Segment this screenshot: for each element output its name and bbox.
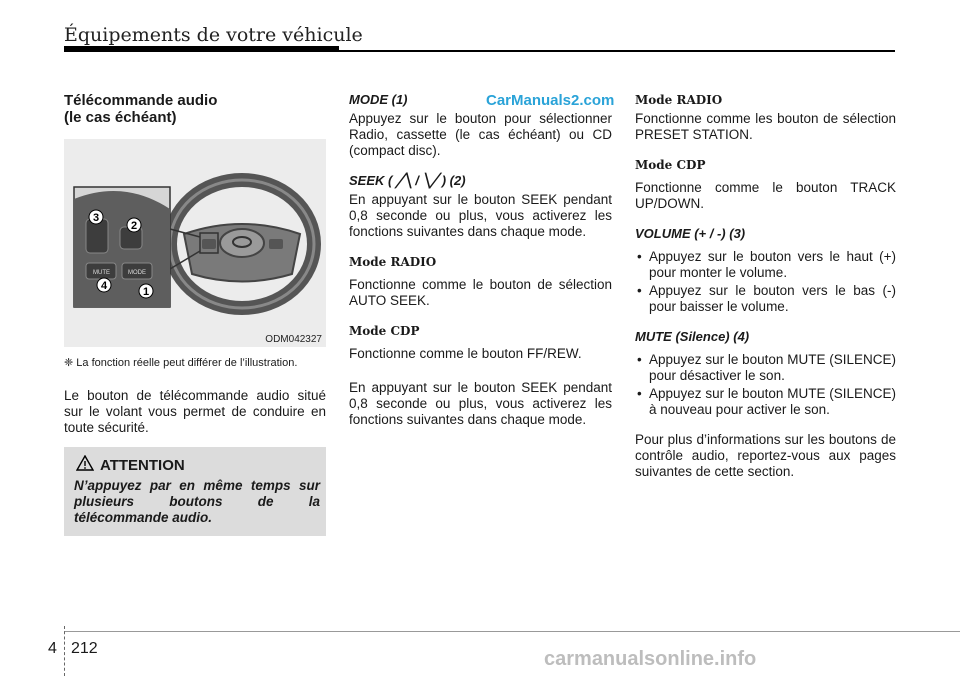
mode-cdp-heading: Mode CDP — [349, 324, 420, 338]
header-rule-thin — [339, 50, 895, 52]
volume-heading: VOLUME (+ / -) (3) — [635, 226, 746, 241]
column-right — [635, 92, 896, 480]
footer-divider — [64, 626, 65, 676]
mode-radio-text-2: Fonctionne comme les bouton de sélection PRESET STATION. — [635, 111, 896, 142]
mode-cdp-text-2: Fonctionne comme le bouton TRACK UP/DOWN. — [635, 180, 896, 211]
list-item: • Appuyez sur le bouton MUTE (SILENCE) pour désactiver le son. — [635, 352, 896, 384]
warning-icon — [76, 455, 94, 471]
list-item: • Appuyez sur le bouton MUTE (SILENCE) à nouveau pour activer le son. — [635, 386, 896, 418]
mode-text: Appuyez sur le bouton pour sélectionner Radio, cassette (le cas échéant) ou CD (compact disc). — [349, 111, 612, 158]
mute-list — [635, 352, 896, 418]
footer-rule — [64, 631, 960, 632]
mode-button-label: MODE — [128, 270, 146, 276]
callout-2 — [127, 218, 141, 232]
column-middle — [349, 92, 615, 428]
mode-cdp-heading-2: Mode CDP — [635, 158, 706, 172]
mute-button-label: MUTE — [93, 270, 110, 276]
seek-heading: SEEK ( ╱╲ / ╲╱ ) (2) — [349, 173, 466, 188]
seek-text-2: En appuyant sur le bouton SEEK pendant 0,8 seconde ou plus, vous activerez les fonctions suivantes dans chaque mode. — [349, 380, 612, 427]
mode-radio-text: Fonctionne comme le bouton de sélection AUTO SEEK. — [349, 277, 612, 308]
callout-1-label: 1 — [142, 286, 150, 298]
mute-heading: MUTE (Silence) (4) — [635, 329, 750, 344]
section-heading-sub: (le cas échéant) — [64, 109, 177, 126]
callout-3 — [89, 210, 103, 224]
attention-title: ATTENTION — [100, 457, 185, 474]
intro-paragraph: Le bouton de télécommande audio situé sur le volant vous permet de conduire en toute sécurité. — [64, 388, 326, 435]
mode-radio-heading: Mode RADIO — [349, 255, 437, 269]
steering-wheel-drawing — [64, 139, 326, 347]
page-number: 212 — [71, 640, 98, 657]
volume-list — [635, 249, 896, 315]
callout-1 — [139, 284, 153, 298]
list-item: • Appuyez sur le bouton vers le bas (-) pour baisser le volume. — [635, 283, 896, 315]
watermark-link[interactable]: CarManuals2.com — [486, 92, 615, 109]
callout-3-label: 3 — [92, 212, 100, 224]
callout-2-label: 2 — [130, 220, 138, 232]
list-item: • Appuyez sur le bouton vers le haut (+) pour monter le volume. — [635, 249, 896, 281]
closing-paragraph: Pour plus d’informations sur les boutons de contrôle audio, reportez-vous aux pages suivantes de cette section. — [635, 432, 896, 479]
seek-text: En appuyant sur le bouton SEEK pendant 0,8 seconde ou plus, vous activerez les fonctions suivantes dans chaque mode. — [349, 192, 612, 239]
mode-cdp-text: Fonctionne comme le bouton FF/REW. — [349, 346, 582, 361]
callout-4 — [97, 278, 111, 292]
attention-text: N’appuyez par en même temps sur plusieurs boutons de la télécommande audio. — [74, 478, 320, 525]
section-heading: Télécommande audio — [64, 92, 218, 109]
steering-wheel-illustration — [64, 139, 326, 347]
mode-radio-heading-2: Mode RADIO — [635, 93, 723, 107]
header-rule — [64, 46, 339, 52]
watermark-footer-link[interactable]: carmanualsonline.info — [544, 648, 757, 670]
callout-4-label: 4 — [100, 280, 108, 292]
attention-box — [64, 447, 326, 536]
figure-note: ❈ La fonction réelle peut différer de l’illustration. — [64, 357, 298, 369]
figure-code: ODM042327 — [265, 334, 322, 345]
mode-heading: MODE (1) — [349, 92, 408, 107]
column-left — [64, 92, 326, 436]
chapter-number: 4 — [48, 640, 57, 657]
page-header-title: Équipements de votre véhicule — [64, 24, 363, 46]
